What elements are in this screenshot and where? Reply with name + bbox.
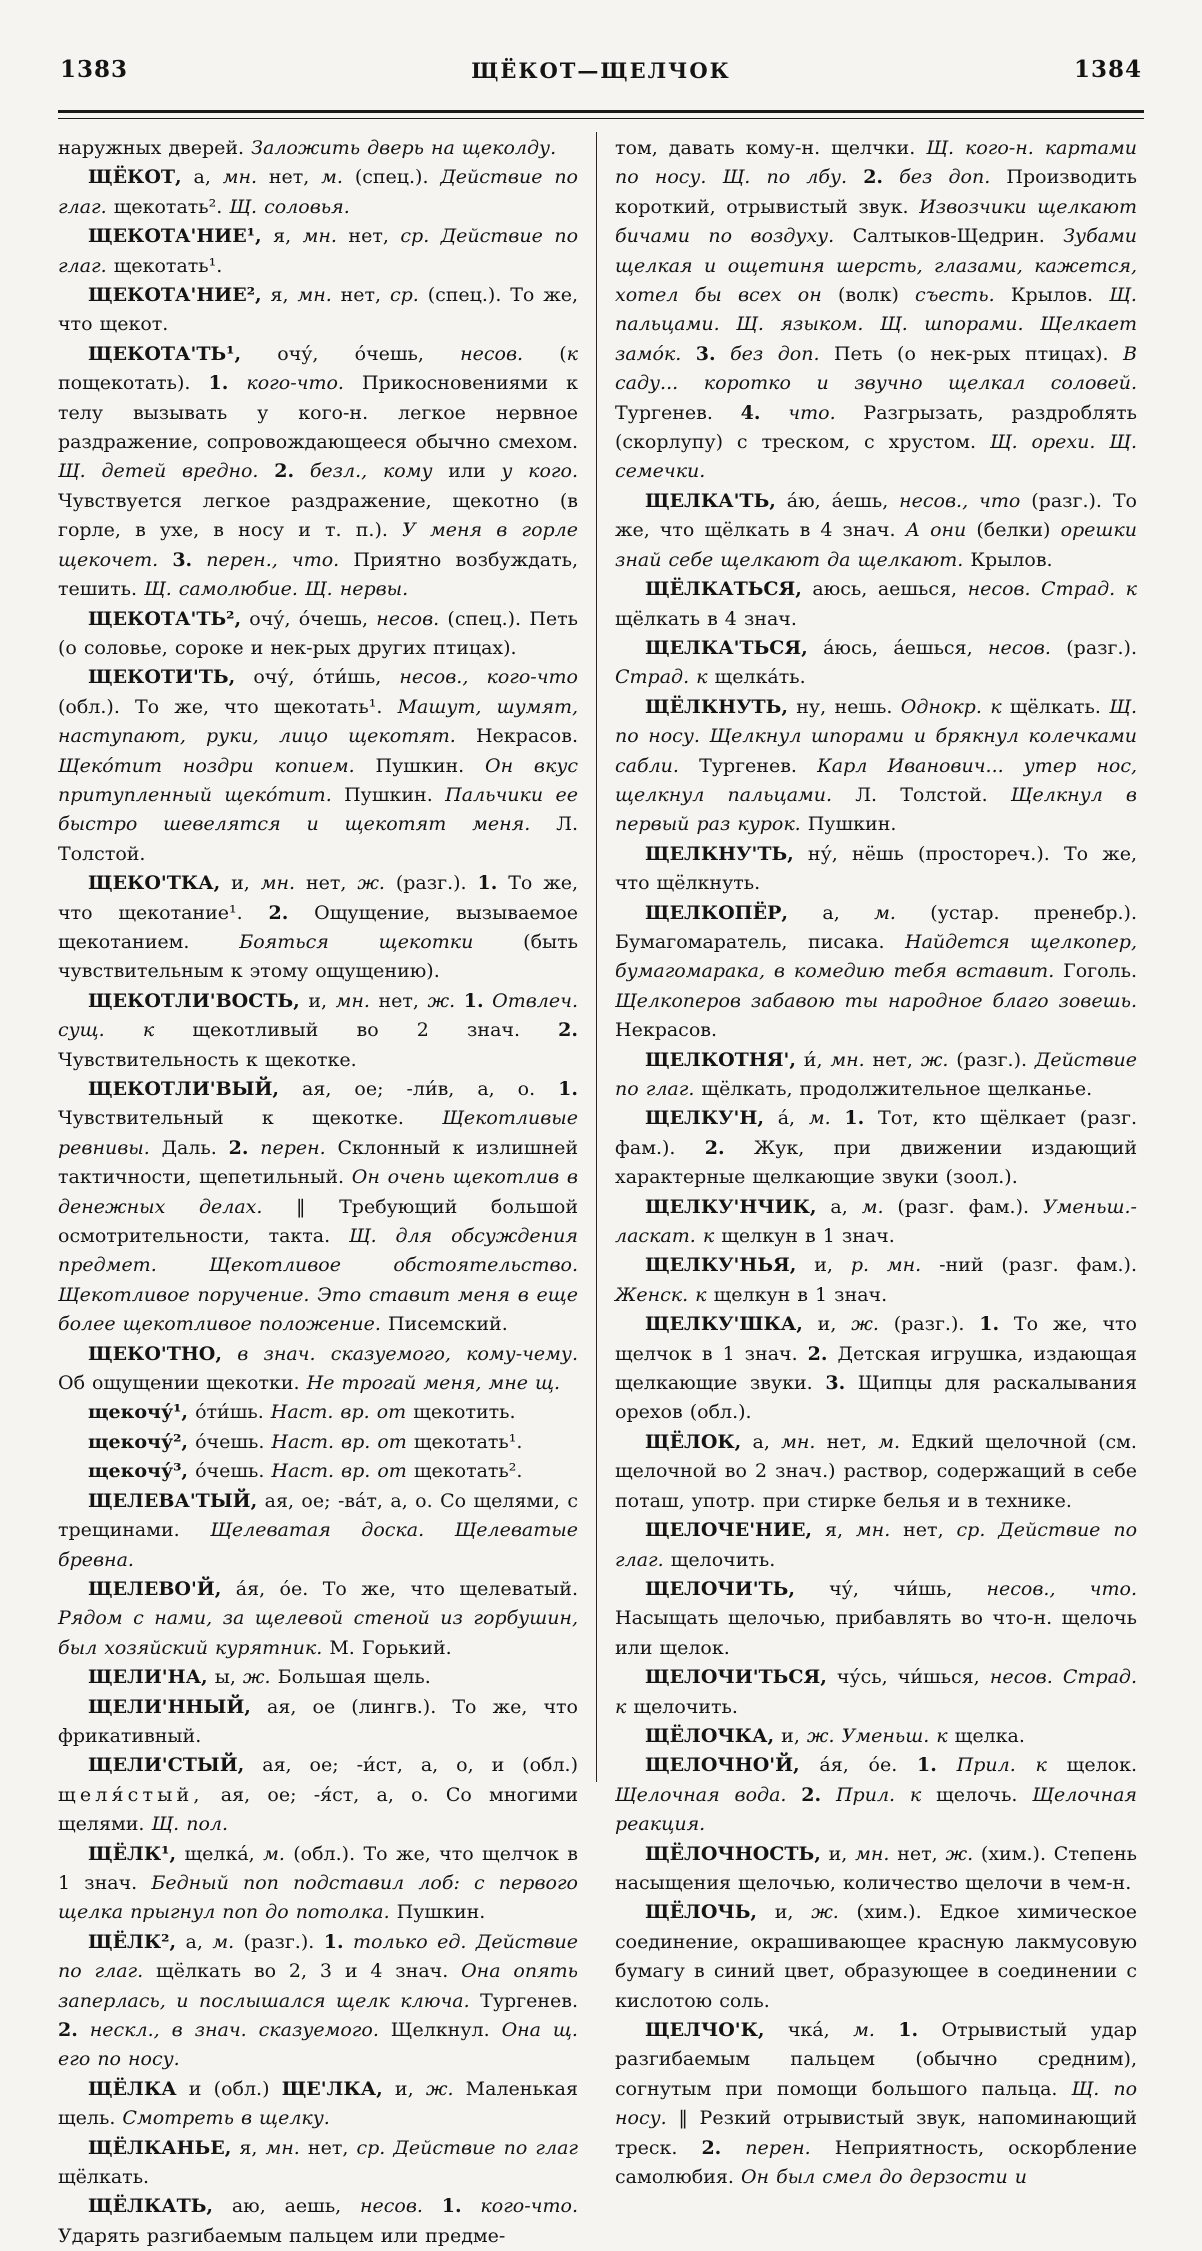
dictionary-entry: ЩЕЛКА'ТЬ, а́ю, а́ешь, несов., что (разг.). То же, что щёлкать в 4 знач. А они (белки) орешки знай себе щелкают да щелкают. Крылов. [615, 489, 1137, 571]
dictionary-entry: ЩЁЛК¹, щелка́, м. (обл.). То же, что щелчок в 1 знач. Бедный поп подставил лоб: с первого щелка прыгнул поп до потолка. Пушкин. [58, 1842, 578, 1924]
column-divider-rule [596, 132, 597, 1782]
dictionary-entry: ЩЕЛИ'ННЫЙ, ая, ое (лингв.). То же, что фрикативный. [58, 1695, 578, 1747]
dictionary-entry: ЩЁЛОЧЬ, и, ж. (хим.). Едкое химическое соединение, окрашивающее красную лакмусовую бумагу в синий цвет, образующее в соединении с кислотою соль. [615, 1901, 1137, 2012]
dictionary-entry: ЩЕЛКУ'ШКА, и, ж. (разг.). 1. То же, что щелчок в 1 знач. 2. Детская игрушка, издающая щелкающие звуки. 3. Щипцы для раскалывания орехов (обл.). [615, 1313, 1137, 1424]
dictionary-entry: ЩЕЛЧО'К, чка́, м. 1. Отрывистый удар разгибаемым пальцем (обычно средним), согнутым при помощи большого пальца. Щ. по носу. ‖ Резкий отрывистый звук, напоминающий треск. 2. перен. Неприятность, оскорбление самолюбия. Он был смел до дерзости и [615, 2019, 1138, 2189]
dictionary-entry: ЩЕЛОЧЕ'НИЕ, я, мн. нет, ср. Действие по глаг. щелочить. [615, 1519, 1138, 1571]
dictionary-entry: ЩЕКОТА'ТЬ¹, очу́, о́чешь, несов. (к пощекотать). 1. кого-что. Прикосновениями к телу вызывать у кого-н. легкое нервное раздражение, сопровождающееся обычно смехом. Щ. детей вредно. 2. безл., кому или у кого. Чувствуется легкое раздражение, щекотно (в горле, в ухе, в носу и т. п.). У меня в горле щекочет. 3. перен., что. Приятно возбуждать, тешить. Щ. самолюбие. Щ. нервы. [58, 342, 579, 601]
column-right [615, 134, 1137, 2192]
dictionary-entry: ЩЕКОТИ'ТЬ, очу́, о́ти́шь, несов., кого-что (обл.). То же, что щекотать¹. Машут, шумят, наступают, руки, лицо щекотят. Некрасов. Щеко́тит ноздри копием. Пушкин. Он вкус притупленный щеко́тит. Пушкин. Пальчики ее быстро шевелятся и щекотят меня. Л. Толстой. [58, 666, 579, 865]
dictionary-entry: ЩЕЛИ'НА, ы, ж. Большая щель. [88, 1666, 431, 1689]
dictionary-entry: ЩЕКО'ТКА, и, мн. нет, ж. (разг.). 1. То же, что щекотание¹. 2. Ощущение, вызываемое щекотанием. Бояться щекотки (быть чувствительным к этому ощущению). [58, 872, 578, 983]
page-header [58, 56, 1144, 98]
dictionary-entry: ЩЕКОТА'НИЕ¹, я, мн. нет, ср. Действие по глаг. щекотать¹. [58, 225, 579, 277]
dictionary-entry: ЩЕЛКНУ'ТЬ, ну́, нёшь (простореч.). То же, что щёлкнуть. [615, 842, 1137, 895]
dictionary-entry: ЩЁЛОЧКА, и, ж. Уменьш. к щелка. [645, 1724, 1025, 1747]
dictionary-entry: ЩЁЛКНУТЬ, ну, нешь. Однокр. к щёлкать. Щ. по носу. Щелкнул шпорами и брякнул колечками сабли. Тургенев. Карл Иванович... утер нос, щелкнул пальцами. Л. Толстой. Щелкнул в первый раз курок. Пушкин. [615, 695, 1137, 836]
dictionary-entry: ЩЕЛИ'СТЫЙ, ая, ое; -и́ст, а, о, и (обл.) щеля́стый, ая, ое; -я́ст, а, о. Со многими щелями. Щ. пол. [58, 1754, 578, 1836]
dictionary-entry: ЩЁЛКАНЬЕ, я, мн. нет, ср. Действие по глаг щёлкать. [58, 2136, 578, 2189]
dictionary-entry: щекочу́³, о́чешь. Наст. вр. от щекотать². [88, 1460, 523, 1483]
dictionary-entry: ЩЕЛКА'ТЬСЯ, а́юсь, а́ешься, несов. (разг.). Страд. к щелка́ть. [615, 636, 1137, 689]
dictionary-entry: ЩЕКОТА'НИЕ², я, мн. нет, ср. (спец.). То же, что щекот. [58, 284, 578, 336]
dictionary-entry: ЩЕЛОЧИ'ТЬ, чу́, чи́шь, несов., что. Насыщать щелочью, прибавлять во что-н. щелочь или щелок. [615, 1577, 1137, 1659]
dictionary-entry: ЩЕЛЕВА'ТЫЙ, ая, ое; -ва́т, а, о. Со щелями, с трещинами. Щелеватая доска. Щелеватые бревна. [58, 1489, 578, 1571]
dictionary-entry: ЩЁЛКАТЬ, аю, аешь, несов. 1. кого-что. Ударять разгибаемым пальцем или предме- [58, 2195, 578, 2247]
dictionary-entry: ЩЕЛОЧИ'ТЬСЯ, чу́сь, чи́шься, несов. Страд. к щелочить. [615, 1666, 1137, 1718]
page-number-right: 1384 [1073, 56, 1142, 83]
dictionary-entry: ЩЕКОТЛИ'ВЫЙ, ая, ое; -ли́в, а, о. 1. Чувствительный к щекотке. Щекотливые ревнивы. Даль. 2. перен. Склонный к излишней тактичности, щепетильный. Он очень щекотлив в денежных делах. ‖ Требующий большой осмотрительности, такта. Щ. для обсуждения предмет. Щекотливое обстоятельство. Щекотливое поручение. Это ставит меня в еще более щекотливое положение. Писемский. [58, 1078, 578, 1336]
header-double-rule [58, 110, 1144, 119]
dictionary-entry: ЩЁЛОК, а, мн. нет, м. Едкий щелочной (см. щелочной во 2 знач.) раствор, содержащий в себе поташ, употр. при стирке белья и в технике. [615, 1430, 1137, 1512]
dictionary-entry: ЩЕКОТА'ТЬ², очу́, о́чешь, несов. (спец.). Петь (о соловье, сороке и нек-рых других птицах). [58, 607, 578, 659]
column-left [58, 134, 578, 2251]
dictionary-entry: ЩЁКОТ, а, мн. нет, м. (спец.). Действие по глаг. щекотать². Щ. соловья. [58, 166, 578, 218]
dictionary-entry: ЩЁЛКАТЬСЯ, аюсь, аешься, несов. Страд. к щёлкать в 4 знач. [615, 578, 1138, 630]
dictionary-entry: ЩЕКО'ТНО, в знач. сказуемого, кому-чему. Об ощущении щекотки. Не трогай меня, мне щ. [58, 1342, 578, 1395]
dictionary-entry: щекочу́¹, о́ти́шь. Наст. вр. от щекотить. [88, 1401, 516, 1424]
dictionary-entry: ЩЕЛКУ'Н, а́, м. 1. Тот, кто щёлкает (разг. фам.). 2. Жук, при движении издающий характерные щелкающие звуки (зоол.). [615, 1107, 1137, 1189]
page-number-left: 1383 [60, 56, 129, 83]
dictionary-entry: ЩЕЛКОПЁР, а, м. (устар. пренебр.). Бумагомаратель, писака. Найдется щелкопер, бумагомарака, в комедию тебя вставит. Гоголь. Щелкоперов забавою ты народное благо зовешь. Некрасов. [615, 901, 1137, 1042]
dictionary-entry: ЩЁЛКА и (обл.) ЩЕ'ЛКА, и, ж. Маленькая щель. Смотреть в щелку. [58, 2077, 578, 2130]
dictionary-entry: ЩЁЛК², а, м. (разг.). 1. только ед. Действие по глаг. щёлкать во 2, 3 и 4 знач. Она опять заперлась, и послышался щелк ключа. Тургенев. 2. нескл., в знач. сказуемого. Щелкнул. Она щ. его по носу. [58, 1930, 579, 2071]
dictionary-entry: том, давать кому-н. щелчки. Щ. кого-н. картами по носу. Щ. по лбу. 2. без доп. Производить короткий, отрывистый звук. Извозчики щелкают бичами по воздуху. Салтыков-Щедрин. Зубами щелкая и ощетиня шерсть, глазами, кажется, хотел бы всех он (волк) съесть. Крылов. Щ. пальцами. Щ. языком. Щ. шпорами. Щелкает замо́к. 3. без доп. Петь (о нек-рых птицах). В саду... коротко и звучно щелкал соловей. Тургенев. 4. что. Разгрызать, раздроблять (скорлупу) с треском, с хрустом. Щ. орехи. Щ. семечки. [615, 137, 1138, 483]
dictionary-entry: ЩЕЛКОТНЯ', и́, мн. нет, ж. (разг.). Действие по глаг. щёлкать, продолжительное щелканье. [615, 1048, 1137, 1100]
dictionary-entry: наружных дверей. Заложить дверь на щеколду. [58, 137, 557, 159]
dictionary-entry: ЩЕЛКУ'НЬЯ, и, р. мн. -ний (разг. фам.). Женск. к щелкун в 1 знач. [615, 1254, 1137, 1306]
dictionary-entry: ЩЕКОТЛИ'ВОСТЬ, и, мн. нет, ж. 1. Отвлеч. сущ. к щекотливый во 2 знач. 2. Чувствительность к щекотке. [58, 989, 579, 1071]
dictionary-entry: ЩЁЛОЧНОСТЬ, и, мн. нет, ж. (хим.). Степень насыщения щелочью, количество щелочи в чем-н. [615, 1842, 1137, 1894]
dictionary-entry: щекочу́², о́чешь. Наст. вр. от щекотать¹. [88, 1430, 523, 1453]
dictionary-entry: ЩЕЛКУ'НЧИК, а, м. (разг. фам.). Уменьш.-ласкат. к щелкун в 1 знач. [615, 1195, 1137, 1248]
dictionary-entry: ЩЕЛЕВО'Й, а́я, о́е. То же, что щелеватый. Рядом с нами, за щелевой стеной из горбушин, был хозяйский курятник. М. Горький. [58, 1577, 578, 1659]
running-head-title: ЩЁКОТ—ЩЕЛЧОК [471, 58, 731, 83]
dictionary-entry: ЩЕЛОЧНО'Й, а́я, о́е. 1. Прил. к щелок. Щелочная вода. 2. Прил. к щелочь. Щелочная реакция. [615, 1754, 1138, 1836]
